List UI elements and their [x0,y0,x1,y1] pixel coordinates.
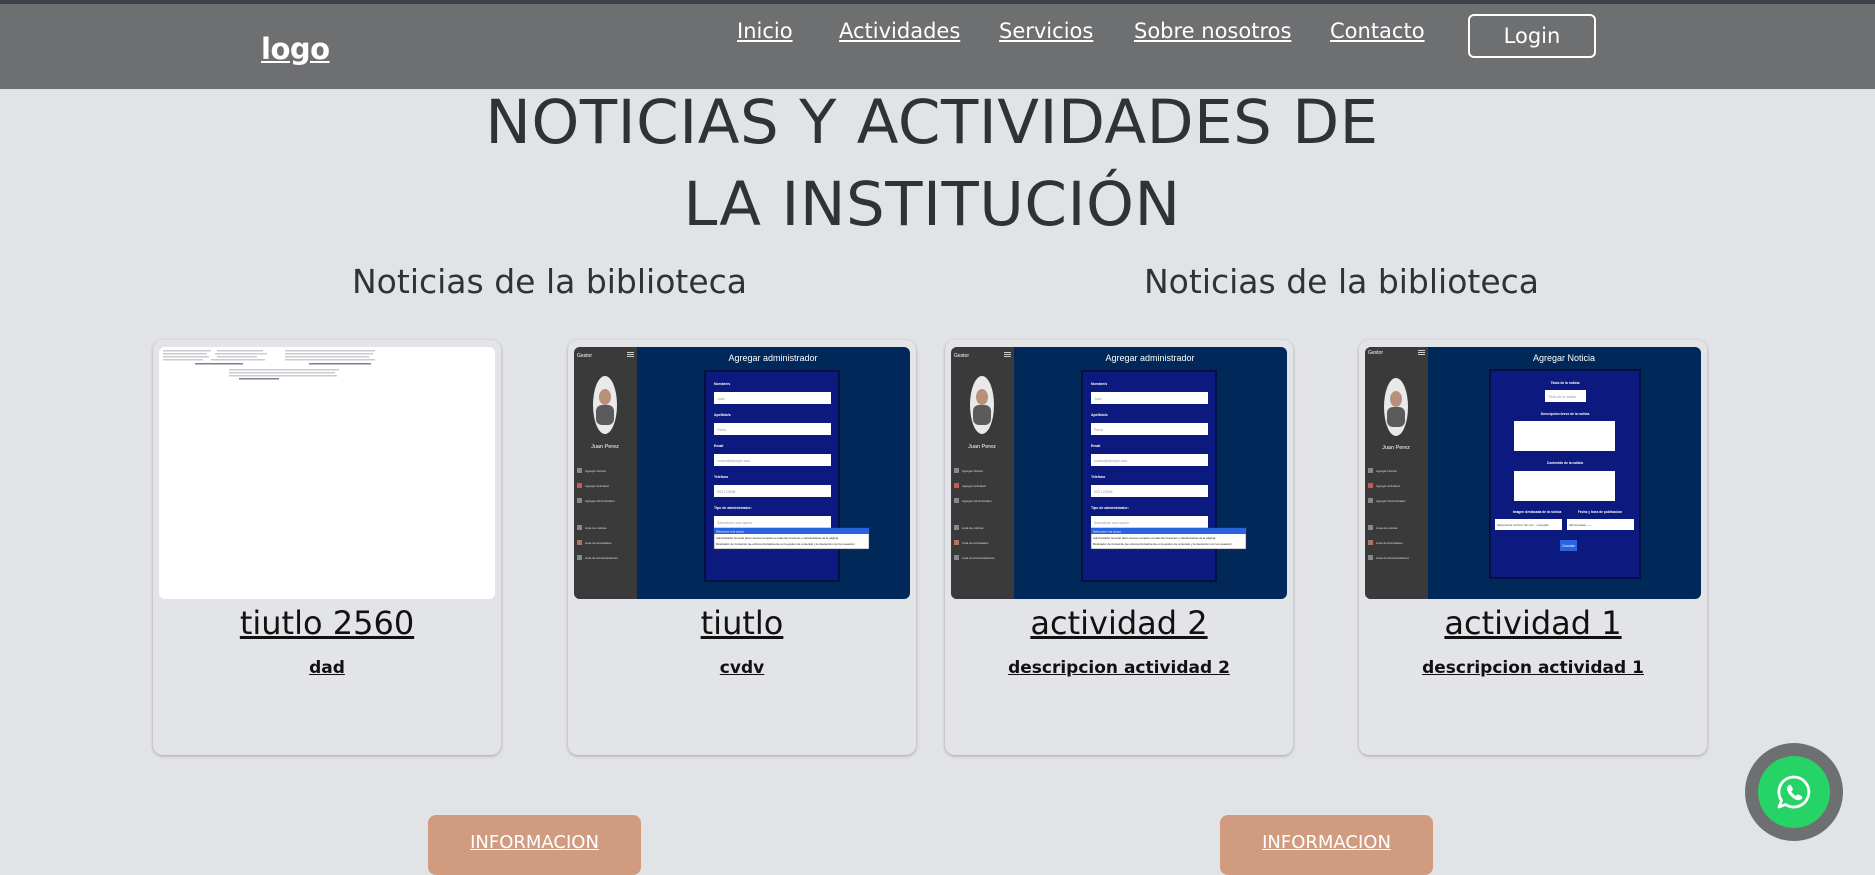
svg-text:Juan: Juan [717,397,725,401]
card-description[interactable]: descripcion actividad 1 [1422,658,1644,678]
svg-text:Email: Email [714,444,724,448]
svg-text:Tipo de administrador:: Tipo de administrador: [1091,506,1129,510]
card-description[interactable]: dad [309,658,345,678]
svg-text:Titulo de la noticia: Titulo de la noticia [1550,381,1580,385]
svg-text:000 123456: 000 123456 [717,490,736,494]
svg-text:Juan Perez: Juan Perez [968,444,996,450]
whatsapp-circle[interactable] [1758,756,1830,828]
card-description[interactable]: descripcion actividad 2 [1008,658,1230,678]
svg-text:Tipo de administrador:: Tipo de administrador: [714,506,752,510]
svg-text:Titulo de la noticia: Titulo de la noticia [1548,395,1577,399]
svg-text:dd/mm/aaaa --:--: dd/mm/aaaa --:-- [1569,523,1592,527]
admin-form-thumbnail [951,347,1287,599]
svg-text:Telefono: Telefono [1091,475,1106,479]
svg-text:Apellido/s: Apellido/s [714,413,731,417]
svg-text:Administrador General (tiene a: Administrador General (tiene acceso completo a todas las funciones y caracteristicas de la pagina) [1093,536,1216,540]
svg-text:Contenido de la noticia: Contenido de la noticia [1546,461,1584,465]
nav-contacto[interactable]: Contacto [1330,19,1425,43]
svg-text:000 123456: 000 123456 [1094,490,1113,494]
svg-text:Gestor: Gestor [1368,350,1384,356]
svg-text:Lista de Actividades: Lista de Actividades [585,541,612,545]
svg-text:Agregar Noticia: Agregar Noticia [585,469,606,473]
svg-text:Agregar Actividad: Agregar Actividad [585,484,609,488]
svg-text:Descripcion breve de la notici: Descripcion breve de la noticia [1540,412,1590,416]
svg-text:correo@ejemplo.com: correo@ejemplo.com [1094,459,1128,463]
svg-text:Nombre/s: Nombre/s [1091,382,1108,386]
card-image-document[interactable] [159,347,495,599]
svg-text:Agregar administrador: Agregar administrador [1105,353,1195,363]
svg-text:Nombre/s: Nombre/s [714,382,731,386]
page-title-line1: NOTICIAS Y ACTIVIDADES DE [485,87,1379,158]
svg-text:correo@ejemplo.com: correo@ejemplo.com [717,459,751,463]
section-title-left: Noticias de la biblioteca [352,262,748,301]
svg-text:Agregar Actividad: Agregar Actividad [1376,484,1400,488]
navbar [0,4,1875,89]
svg-text:Lista de Administradores: Lista de Administradores [1376,556,1409,560]
svg-text:Guardar: Guardar [1562,544,1575,548]
thumb-brand: Gestor [577,353,593,359]
svg-text:Administrador General (tiene a: Administrador General (tiene acceso completo a todas las funciones y caracteristicas de la pagina) [716,536,839,540]
login-button[interactable]: Login [1468,14,1596,58]
svg-text:Seleccionar archivo Sin arc..: Seleccionar archivo Sin arc... escogido [1497,523,1549,527]
svg-text:Lista de Actividades: Lista de Actividades [1376,541,1403,545]
svg-text:Imagen destacada de la noticia: Imagen destacada de la noticia [1512,510,1562,514]
svg-text:Seleccione una opcion: Seleccione una opcion [717,521,753,525]
svg-text:Perez: Perez [717,428,727,432]
svg-text:Juan Perez: Juan Perez [1382,445,1410,451]
svg-text:Seleccione una opcion: Seleccione una opcion [1094,521,1130,525]
news-card-2[interactable] [568,340,916,755]
svg-text:Email: Email [1091,444,1101,448]
svg-text:Juan: Juan [1094,397,1102,401]
page-title [432,82,1432,246]
card-description[interactable]: cvdv [719,658,765,678]
card-image-admin-form[interactable] [951,347,1287,599]
admin-form-thumbnail [574,347,910,599]
svg-text:Lista de noticias: Lista de noticias [1376,526,1398,530]
card-title[interactable]: actividad 1 [1444,604,1622,642]
svg-text:Gestor: Gestor [954,353,970,359]
page-title-line2: LA INSTITUCIÓN [683,169,1181,240]
svg-text:Moderador de Contenido (se enf: Moderador de Contenido (se enfoca principalmente en la gestion de contenido y la interaccion con los usuarios) [1093,542,1232,546]
svg-text:Seleccione una opcion: Seleccione una opcion [1093,529,1122,534]
document-thumbnail [159,347,495,599]
svg-text:Telefono: Telefono [714,475,729,479]
svg-text:Lista de Actividades: Lista de Actividades [962,541,989,545]
thumb-user-name: Juan Perez [591,444,619,450]
nav-inicio[interactable]: Inicio [737,19,793,43]
svg-text:Agregar Actividad: Agregar Actividad [962,484,986,488]
svg-text:Agregar Noticia: Agregar Noticia [1532,353,1596,363]
svg-text:Agregar Noticia: Agregar Noticia [962,469,983,473]
card-title[interactable]: tiutlo [700,604,784,642]
svg-text:Seleccione una opcion: Seleccione una opcion [716,529,745,534]
nav-actividades[interactable]: Actividades [839,19,961,43]
svg-text:Lista de Administradores: Lista de Administradores [585,556,618,560]
whatsapp-button[interactable] [1745,743,1843,841]
activity-card-1[interactable] [1359,340,1707,755]
news-card-1[interactable] [153,340,501,755]
news-form-thumbnail [1365,347,1701,599]
nav-sobre-nosotros[interactable]: Sobre nosotros [1134,19,1292,43]
svg-text:Agregar Noticia: Agregar Noticia [1376,469,1397,473]
svg-text:Agregar Administrador: Agregar Administrador [1376,499,1406,503]
svg-text:Agregar Administrador: Agregar Administrador [585,499,615,503]
svg-text:Lista de Administradores: Lista de Administradores [962,556,995,560]
logo-link[interactable]: logo [261,32,330,66]
nav-servicios[interactable]: Servicios [999,19,1094,43]
svg-text:Moderador de Contenido (se enf: Moderador de Contenido (se enfoca principalmente en la gestion de contenido y la interaccion con los usuarios) [716,542,855,546]
svg-text:Fecha y hora de publicacion: Fecha y hora de publicacion [1577,510,1623,514]
svg-text:Agregar Administrador: Agregar Administrador [962,499,992,503]
informacion-button-left[interactable]: INFORMACION [428,815,641,875]
svg-text:Apellido/s: Apellido/s [1091,413,1108,417]
card-title[interactable]: actividad 2 [1030,604,1208,642]
informacion-button-right[interactable]: INFORMACION [1220,815,1433,875]
svg-text:Lista de noticias: Lista de noticias [585,526,607,530]
whatsapp-icon [1775,773,1813,811]
card-title[interactable]: tiutlo 2560 [239,604,415,642]
svg-text:Lista de noticias: Lista de noticias [962,526,984,530]
section-title-right: Noticias de la biblioteca [1144,262,1540,301]
svg-text:Perez: Perez [1094,428,1104,432]
thumb-admin-title: Agregar administrador [728,353,818,363]
card-image-news-form[interactable] [1365,347,1701,599]
activity-card-2[interactable] [945,340,1293,755]
card-image-admin-form[interactable] [574,347,910,599]
